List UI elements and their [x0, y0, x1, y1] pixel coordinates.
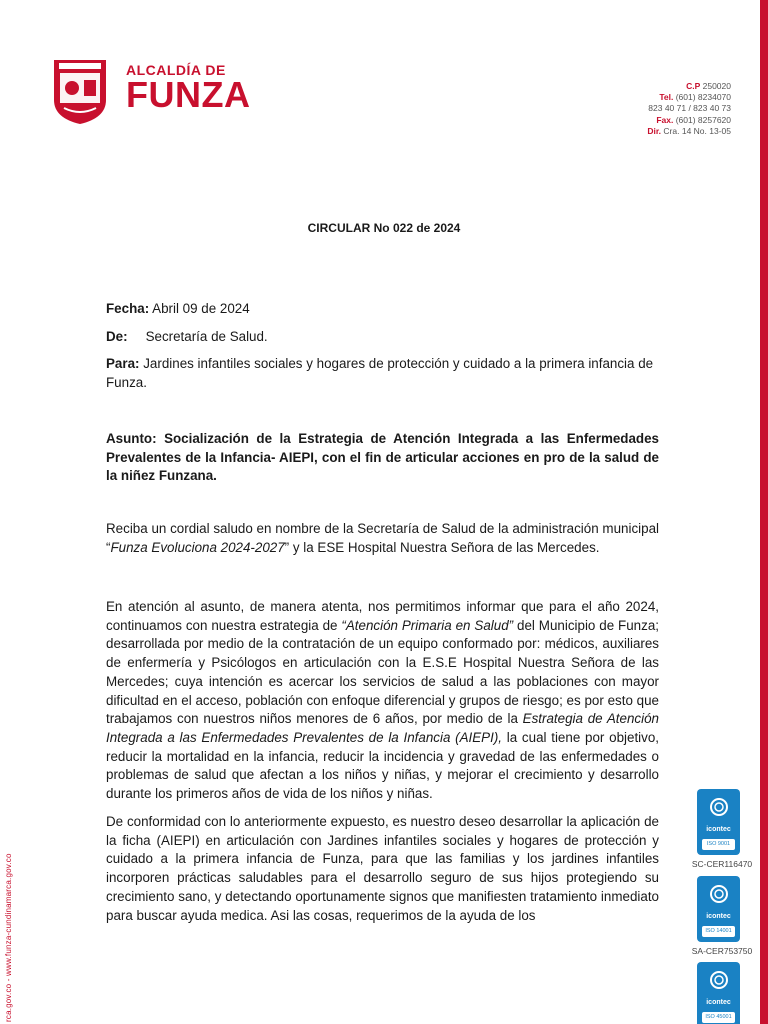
badge-name: icontec — [706, 913, 731, 920]
p1-italic: Funza Evoluciona 2024-2027 — [110, 539, 285, 555]
funza-shield-icon — [52, 58, 108, 126]
para-line — [106, 355, 659, 392]
paragraph-3: De conformidad con lo anteriormente expuesto, es nuestro deseo desarrollar la aplicación de la ficha (AIEPI) en articulación con Jardines infantiles sociales y hogares de protección y cuidado a la primera infancia de Funza, para que las familias y los jardines infantiles incorporen prácticas saludables para el desarrollo seguro de sus hijos protegiendo su crecimiento sano, y detectando oportunamente signos que manifiesten tratamiento inmediato para buscar ayuda medica. Asi las cosas, requerimos de la ayuda de los — [106, 814, 659, 923]
p2-italic-b: “Atención Primaria en Salud” — [341, 617, 514, 633]
para-label: Para: — [106, 356, 140, 371]
badge-iso: ISO 45001 — [702, 1012, 735, 1023]
circular-title: CIRCULAR No 022 de 2024 — [307, 221, 461, 235]
dir-label: Dir. — [647, 125, 662, 136]
tel-value: (601) 8234070 — [675, 92, 731, 103]
de-line — [106, 328, 659, 347]
badge-name: icontec — [706, 826, 731, 833]
asunto-paragraph: Asunto: Socialización de la Estrategia de Atención Integrada a las Enfermedades Prevalentes de la Infancia- AIEPI, con el fin de articular acciones en pro de la salud de la niñez Funzana. — [106, 431, 659, 484]
p2-italic-d: Estrategia de Atención Integrada a las Enfermedades Prevalentes de la Infancia (AIEPI), — [106, 711, 659, 745]
contact-info — [647, 81, 731, 137]
icontec-badge-iso45001 — [697, 962, 740, 1024]
icontec-icon — [709, 970, 729, 990]
cert-code: SC-CER116470 — [691, 859, 753, 869]
de-label: De: — [106, 329, 128, 344]
icontec-badge-iso14001 — [697, 876, 740, 942]
icontec-icon — [709, 884, 729, 904]
tel-label: Tel. — [659, 92, 674, 103]
brand-name: FUNZA — [126, 74, 251, 115]
p1-text-a: Reciba un cordial saludo en nombre de la Secretaría de Salud de la administración municipal “ — [106, 521, 659, 555]
fecha-label: Fecha: — [106, 301, 150, 316]
icontec-badge-iso9001 — [697, 789, 740, 855]
de-value: Secretaría de Salud. — [145, 329, 268, 344]
p2-text-c: del Municipio de Funza; desarrollada por medio de la contratación de un equipo conformado por: médicos, auxiliares de enfermería y Psicólogos en articulación con la E.S.E Hospital Nuestra Señora de las Mercedes; cuya intención es acercar los servicios de salud a las poblaciones con mayor dificultad en el acceso, población con enfoque diferencial y grupos de riesgo; es por esto que trabajamos con nuestros niños menores de 6 años, por medio de la — [106, 617, 659, 727]
brand-subtitle: ALCALDÍA DE — [126, 62, 226, 78]
badge-name: icontec — [706, 999, 731, 1006]
paragraph-2 — [106, 598, 659, 804]
para-value: Jardines infantiles sociales y hogares de protección y cuidado a la primera infancia de Funza. — [106, 356, 654, 390]
tel-value-2: 823 40 71 / 823 40 73 — [648, 103, 731, 114]
icontec-icon — [709, 797, 729, 817]
badge-iso: ISO 14001 — [702, 926, 735, 937]
fecha-value: Abril 09 de 2024 — [149, 301, 250, 316]
fecha-line — [106, 300, 659, 319]
badge-iso: ISO 9001 — [702, 839, 735, 850]
fax-label: Fax. — [656, 114, 674, 125]
side-website-url: rca.gov.co - www.funza-cundinamarca.gov.co — [4, 853, 13, 1022]
alcaldia-logo — [52, 58, 308, 128]
cp-label: C.P — [686, 81, 701, 91]
right-red-bar — [760, 0, 768, 1024]
p1-text-c: ” y la ESE Hospital Nuestra Señora de las Mercedes. — [284, 539, 600, 555]
cert-code: SA-CER753750 — [691, 946, 753, 956]
p2-text-a: En atención al asunto, de manera atenta, nos permitimos informar que para el año 2024, continuamos con nuestra estrategia de — [106, 599, 659, 633]
paragraph-1 — [106, 520, 659, 557]
p2-text-e: la cual tiene por objetivo, reducir la mortalidad en la infancia, reducir la incidencia y gravedad de las enfermedades o problemas de salud que afectan a los niños y niñas, y mejorar el crecimiento y desarrollo durante los primeros años de vida de los niños y niñas. — [106, 729, 659, 802]
dir-value: Cra. 14 No. 13-05 — [663, 125, 731, 136]
cp-value: 250020 — [702, 81, 731, 91]
fax-value: (601) 8257620 — [675, 114, 731, 125]
